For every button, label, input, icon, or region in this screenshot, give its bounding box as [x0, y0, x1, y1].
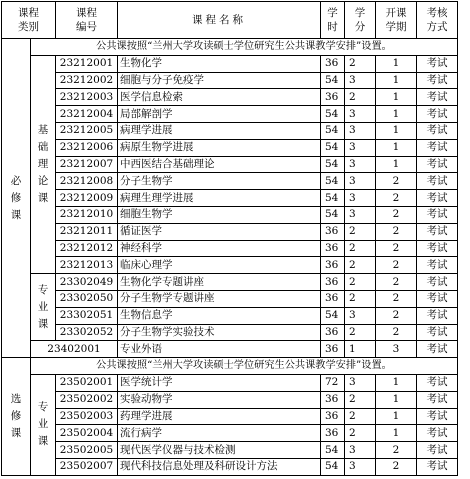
elective-category-cell-char: 选 — [10, 392, 22, 405]
course-credits: 3 — [345, 139, 376, 156]
table-row — [2, 274, 458, 291]
course-hours: 36 — [321, 274, 345, 291]
table-row — [2, 72, 458, 89]
course-code: 23212006 — [56, 139, 118, 156]
table-row — [2, 442, 458, 459]
course-name: 生物信息学 — [118, 307, 321, 324]
course-code: 23212005 — [56, 122, 118, 139]
course-name: 现代医学仪器与技术检测 — [118, 442, 321, 459]
course-name: 分子生物学 — [118, 173, 321, 190]
course-assessment: 考试 — [417, 106, 458, 123]
course-term: 2 — [376, 307, 417, 324]
course-assessment: 考试 — [417, 223, 458, 240]
course-name: 中西医结合基础理论 — [118, 156, 321, 173]
course-name: 临床心理学 — [118, 257, 321, 274]
course-name: 局部解剖学 — [118, 106, 321, 123]
elective-major-cell — [31, 374, 56, 475]
course-credits: 3 — [345, 106, 376, 123]
course-term: 2 — [376, 442, 417, 459]
course-code: 23502004 — [56, 425, 118, 442]
course-credits: 2 — [345, 408, 376, 425]
course-code: 23302052 — [56, 324, 118, 341]
course-name: 细胞与分子免疫学 — [118, 72, 321, 89]
course-assessment: 考试 — [417, 122, 458, 139]
course-term: 1 — [376, 122, 417, 139]
course-name: 医学信息检索 — [118, 89, 321, 106]
elective-major-cell-char: 课 — [37, 435, 49, 448]
table-row — [2, 290, 458, 307]
major-course-cell-char: 专 — [37, 283, 49, 296]
course-term: 2 — [376, 324, 417, 341]
course-term: 1 — [376, 106, 417, 123]
table-row — [2, 307, 458, 324]
basic-theory-cell-char: 论 — [37, 174, 49, 187]
course-credits: 2 — [345, 240, 376, 257]
course-name: 医学统计学 — [118, 374, 321, 391]
course-term: 1 — [376, 425, 417, 442]
course-name: 细胞生物学 — [118, 206, 321, 223]
required-category-cell-char: 修 — [10, 191, 22, 204]
course-credits: 2 — [345, 290, 376, 307]
course-code: 23212002 — [56, 72, 118, 89]
table-row — [2, 206, 458, 223]
course-term: 2 — [376, 458, 417, 475]
course-hours: 36 — [321, 324, 345, 341]
course-hours: 54 — [321, 173, 345, 190]
course-hours: 54 — [321, 458, 345, 475]
course-name: 神经科学 — [118, 240, 321, 257]
major-course-cell-char: 业 — [37, 300, 49, 313]
elective-major-cell-char: 专 — [37, 401, 49, 414]
course-credits: 2 — [345, 274, 376, 291]
table-row — [2, 391, 458, 408]
course-credits: 2 — [345, 391, 376, 408]
course-assessment: 考试 — [417, 290, 458, 307]
header-code: 课程 编号 — [56, 2, 118, 39]
course-hours: 54 — [321, 206, 345, 223]
course-hours: 54 — [321, 106, 345, 123]
course-name: 专业外语 — [118, 341, 321, 358]
course-name: 流行病学 — [118, 425, 321, 442]
course-credits: 3 — [345, 458, 376, 475]
course-code: 23212011 — [56, 223, 118, 240]
course-name: 分子生物学专题讲座 — [118, 290, 321, 307]
basic-theory-cell-char: 理 — [37, 157, 49, 170]
course-code: 23212012 — [56, 240, 118, 257]
table-body — [2, 2, 458, 476]
course-name: 病原生物学进展 — [118, 139, 321, 156]
course-assessment: 考试 — [417, 458, 458, 475]
public-course-notice: 公共课按照“兰州大学攻读硕士学位研究生公共课教学安排”设置。 — [31, 39, 458, 56]
table-row — [2, 223, 458, 240]
table-row — [2, 374, 458, 391]
course-name: 循证医学 — [118, 223, 321, 240]
course-code: 23212013 — [56, 257, 118, 274]
course-assessment: 考试 — [417, 190, 458, 207]
course-term: 2 — [376, 223, 417, 240]
course-credits: 3 — [345, 156, 376, 173]
course-term: 1 — [376, 156, 417, 173]
course-assessment: 考试 — [417, 324, 458, 341]
header-term: 开课 学期 — [376, 2, 417, 39]
course-hours: 54 — [321, 190, 345, 207]
elective-category-cell-char: 课 — [10, 426, 22, 439]
course-credits: 3 — [345, 72, 376, 89]
course-term: 2 — [376, 173, 417, 190]
public-course-notice: 公共课按照“兰州大学攻读硕士学位研究生公共课教学安排”设置。 — [31, 358, 458, 375]
required-category-cell — [2, 39, 31, 358]
table-row — [2, 257, 458, 274]
course-hours: 36 — [321, 89, 345, 106]
course-assessment: 考试 — [417, 442, 458, 459]
course-assessment: 考试 — [417, 307, 458, 324]
course-term: 1 — [376, 139, 417, 156]
header-category: 课程 类别 — [2, 2, 56, 39]
course-term: 2 — [376, 240, 417, 257]
course-code: 23302051 — [56, 307, 118, 324]
course-term: 2 — [376, 290, 417, 307]
course-code: 23212009 — [56, 190, 118, 207]
course-code: 23502007 — [56, 458, 118, 475]
course-code: 23502005 — [56, 442, 118, 459]
required-category-cell-char: 必 — [10, 174, 22, 187]
course-hours: 36 — [321, 55, 345, 72]
basic-theory-cell-char: 课 — [37, 191, 49, 204]
course-term: 1 — [376, 408, 417, 425]
course-assessment: 考试 — [417, 341, 458, 358]
course-hours: 54 — [321, 139, 345, 156]
table-row — [2, 89, 458, 106]
course-name: 药理学进展 — [118, 408, 321, 425]
course-term: 1 — [376, 374, 417, 391]
course-hours: 54 — [321, 307, 345, 324]
header-credits: 学 分 — [345, 2, 376, 39]
major-course-cell-char: 课 — [37, 317, 49, 330]
required-category-cell-char: 课 — [10, 208, 22, 221]
table-row — [2, 458, 458, 475]
course-name: 生物化学专题讲座 — [118, 274, 321, 291]
course-assessment: 考试 — [417, 274, 458, 291]
course-code: 23302050 — [56, 290, 118, 307]
course-code: 23212003 — [56, 89, 118, 106]
course-code: 23212004 — [56, 106, 118, 123]
table-row — [2, 190, 458, 207]
elective-category-cell-char: 修 — [10, 409, 22, 422]
table-row — [2, 55, 458, 72]
course-hours: 36 — [321, 257, 345, 274]
course-hours: 54 — [321, 122, 345, 139]
course-credits: 2 — [345, 89, 376, 106]
course-assessment: 考试 — [417, 156, 458, 173]
course-assessment: 考试 — [417, 374, 458, 391]
course-assessment: 考试 — [417, 240, 458, 257]
course-name: 生物化学 — [118, 55, 321, 72]
course-assessment: 考试 — [417, 391, 458, 408]
course-assessment: 考试 — [417, 408, 458, 425]
table-row — [2, 408, 458, 425]
header-hours: 学 时 — [321, 2, 345, 39]
course-credits: 2 — [345, 223, 376, 240]
course-credits: 2 — [345, 257, 376, 274]
course-code: 23502002 — [56, 391, 118, 408]
course-credits: 3 — [345, 122, 376, 139]
elective-major-cell-char: 业 — [37, 418, 49, 431]
course-credits: 2 — [345, 425, 376, 442]
course-credits: 3 — [345, 307, 376, 324]
table-row — [2, 122, 458, 139]
table-row — [2, 358, 458, 375]
course-credits: 3 — [345, 190, 376, 207]
course-term: 2 — [376, 206, 417, 223]
course-credits: 3 — [345, 173, 376, 190]
course-credits: 3 — [345, 374, 376, 391]
course-assessment: 考试 — [417, 89, 458, 106]
course-hours: 36 — [321, 408, 345, 425]
table-row — [2, 156, 458, 173]
table-row — [2, 324, 458, 341]
course-code: 23212007 — [56, 156, 118, 173]
course-credits: 3 — [345, 442, 376, 459]
course-term: 1 — [376, 391, 417, 408]
course-hours: 36 — [321, 341, 345, 358]
course-assessment: 考试 — [417, 55, 458, 72]
course-assessment: 考试 — [417, 72, 458, 89]
table-row — [2, 425, 458, 442]
major-course-cell — [31, 274, 56, 341]
curriculum-table — [1, 1, 458, 476]
header-assessment: 考核 方式 — [417, 2, 458, 39]
course-hours: 36 — [321, 391, 345, 408]
course-assessment: 考试 — [417, 139, 458, 156]
table-row — [2, 106, 458, 123]
basic-theory-cell — [31, 55, 56, 273]
course-name: 分子生物学实验技术 — [118, 324, 321, 341]
course-term: 2 — [376, 274, 417, 291]
course-term: 1 — [376, 72, 417, 89]
course-assessment: 考试 — [417, 173, 458, 190]
course-assessment: 考试 — [417, 425, 458, 442]
course-name: 病理学进展 — [118, 122, 321, 139]
course-hours: 36 — [321, 240, 345, 257]
course-code: 23502001 — [56, 374, 118, 391]
course-hours: 36 — [321, 425, 345, 442]
course-term: 3 — [376, 341, 417, 358]
course-credits: 3 — [345, 206, 376, 223]
course-hours: 54 — [321, 442, 345, 459]
course-term: 1 — [376, 89, 417, 106]
table-row — [2, 173, 458, 190]
course-assessment: 考试 — [417, 257, 458, 274]
course-hours: 36 — [321, 223, 345, 240]
course-code: 23212008 — [56, 173, 118, 190]
course-code: 23502003 — [56, 408, 118, 425]
course-name: 实验动物学 — [118, 391, 321, 408]
basic-theory-cell-char: 基 — [37, 123, 49, 136]
course-code: 23212001 — [56, 55, 118, 72]
header-name: 课程名称 — [118, 2, 321, 39]
course-assessment: 考试 — [417, 206, 458, 223]
course-term: 1 — [376, 55, 417, 72]
table-row — [2, 341, 458, 358]
course-code: 23212010 — [56, 206, 118, 223]
header-row — [2, 2, 458, 39]
course-hours: 54 — [321, 156, 345, 173]
course-credits: 1 — [345, 341, 376, 358]
course-code: 23402001 — [31, 341, 118, 358]
course-hours: 36 — [321, 290, 345, 307]
course-code: 23302049 — [56, 274, 118, 291]
table-row — [2, 39, 458, 56]
course-credits: 2 — [345, 55, 376, 72]
course-hours: 54 — [321, 72, 345, 89]
basic-theory-cell-char: 础 — [37, 140, 49, 153]
course-hours: 72 — [321, 374, 345, 391]
elective-category-cell — [2, 358, 31, 476]
course-term: 2 — [376, 257, 417, 274]
course-name: 病理生理学进展 — [118, 190, 321, 207]
course-credits: 2 — [345, 324, 376, 341]
course-term: 2 — [376, 190, 417, 207]
table-row — [2, 240, 458, 257]
course-name: 现代科技信息处理及科研设计方法 — [118, 458, 321, 475]
table-row — [2, 139, 458, 156]
